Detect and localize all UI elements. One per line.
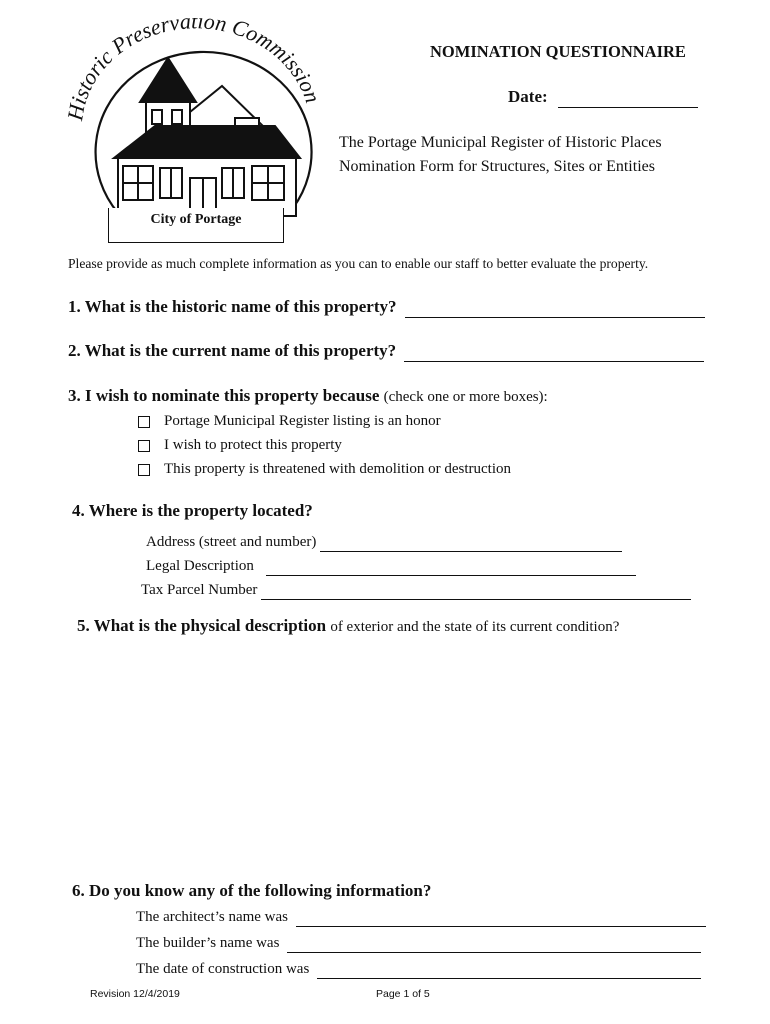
builder-row [136, 935, 701, 953]
checkbox-threatened[interactable] [138, 464, 150, 476]
intro-text: Please provide as much complete information as you can to enable our staff to better evaluate the property. [68, 256, 649, 271]
legal-description-input[interactable] [266, 558, 636, 576]
question-1-label: 1. What is the historic name of this property? [68, 297, 397, 316]
subtitle [339, 131, 662, 179]
historic-name-input[interactable] [405, 297, 705, 318]
architect-input[interactable] [296, 909, 706, 927]
question-3-label: 3. I wish to nominate this property because [68, 386, 380, 405]
construction-date-input[interactable] [317, 961, 701, 979]
logo-caption: City of Portage [150, 212, 242, 227]
commission-logo [60, 18, 330, 243]
logo-caption-box [108, 208, 284, 243]
question-4-label: 4. Where is the property located? [72, 501, 313, 520]
address-label: Address (street and number) [146, 534, 317, 550]
tax-parcel-row [141, 582, 691, 600]
question-5-hint: of exterior and the state of its current condition? [330, 619, 620, 635]
address-row [146, 534, 622, 552]
page-title: NOMINATION QUESTIONNAIRE [430, 42, 686, 61]
question-2 [68, 341, 704, 362]
legal-description-row [146, 558, 636, 576]
physical-description-area[interactable] [68, 648, 708, 870]
option-protect: I wish to protect this property [164, 437, 342, 453]
construction-date-label: The date of construction was [136, 961, 310, 977]
date-field [508, 87, 698, 108]
current-name-input[interactable] [404, 341, 704, 362]
address-input[interactable] [320, 534, 622, 552]
question-2-label: 2. What is the current name of this property? [68, 341, 397, 360]
builder-input[interactable] [287, 935, 701, 953]
question-1 [68, 297, 705, 318]
date-label: Date: [508, 87, 548, 106]
option-threatened: This property is threatened with demolition or destruction [164, 461, 512, 477]
subtitle-line-2: Nomination Form for Structures, Sites or Entities [339, 158, 655, 175]
builder-label: The builder’s name was [136, 935, 280, 951]
subtitle-line-1: The Portage Municipal Register of Historic Places [339, 134, 662, 151]
page-number: Page 1 of 5 [376, 988, 430, 1000]
checkbox-honor[interactable] [138, 416, 150, 428]
question-3 [68, 386, 548, 406]
checkbox-protect[interactable] [138, 440, 150, 452]
date-input-line[interactable] [558, 87, 698, 108]
option-honor: Portage Municipal Register listing is an honor [164, 413, 441, 429]
architect-row [136, 909, 706, 927]
revision-date: Revision 12/4/2019 [90, 988, 180, 1000]
question-5-label: 5. What is the physical description [77, 616, 327, 635]
architect-label: The architect’s name was [136, 909, 289, 925]
tax-parcel-input[interactable] [261, 582, 691, 600]
svg-text:Historic Preservation Commissi: Historic Preservation Commission [62, 18, 326, 123]
tax-parcel-label: Tax Parcel Number [141, 582, 258, 598]
legal-description-label: Legal Description [146, 558, 254, 574]
question-5 [77, 616, 619, 636]
question-3-hint: (check one or more boxes): [383, 389, 548, 405]
question-6-label: 6. Do you know any of the following information? [72, 881, 432, 900]
construction-date-row [136, 961, 701, 979]
